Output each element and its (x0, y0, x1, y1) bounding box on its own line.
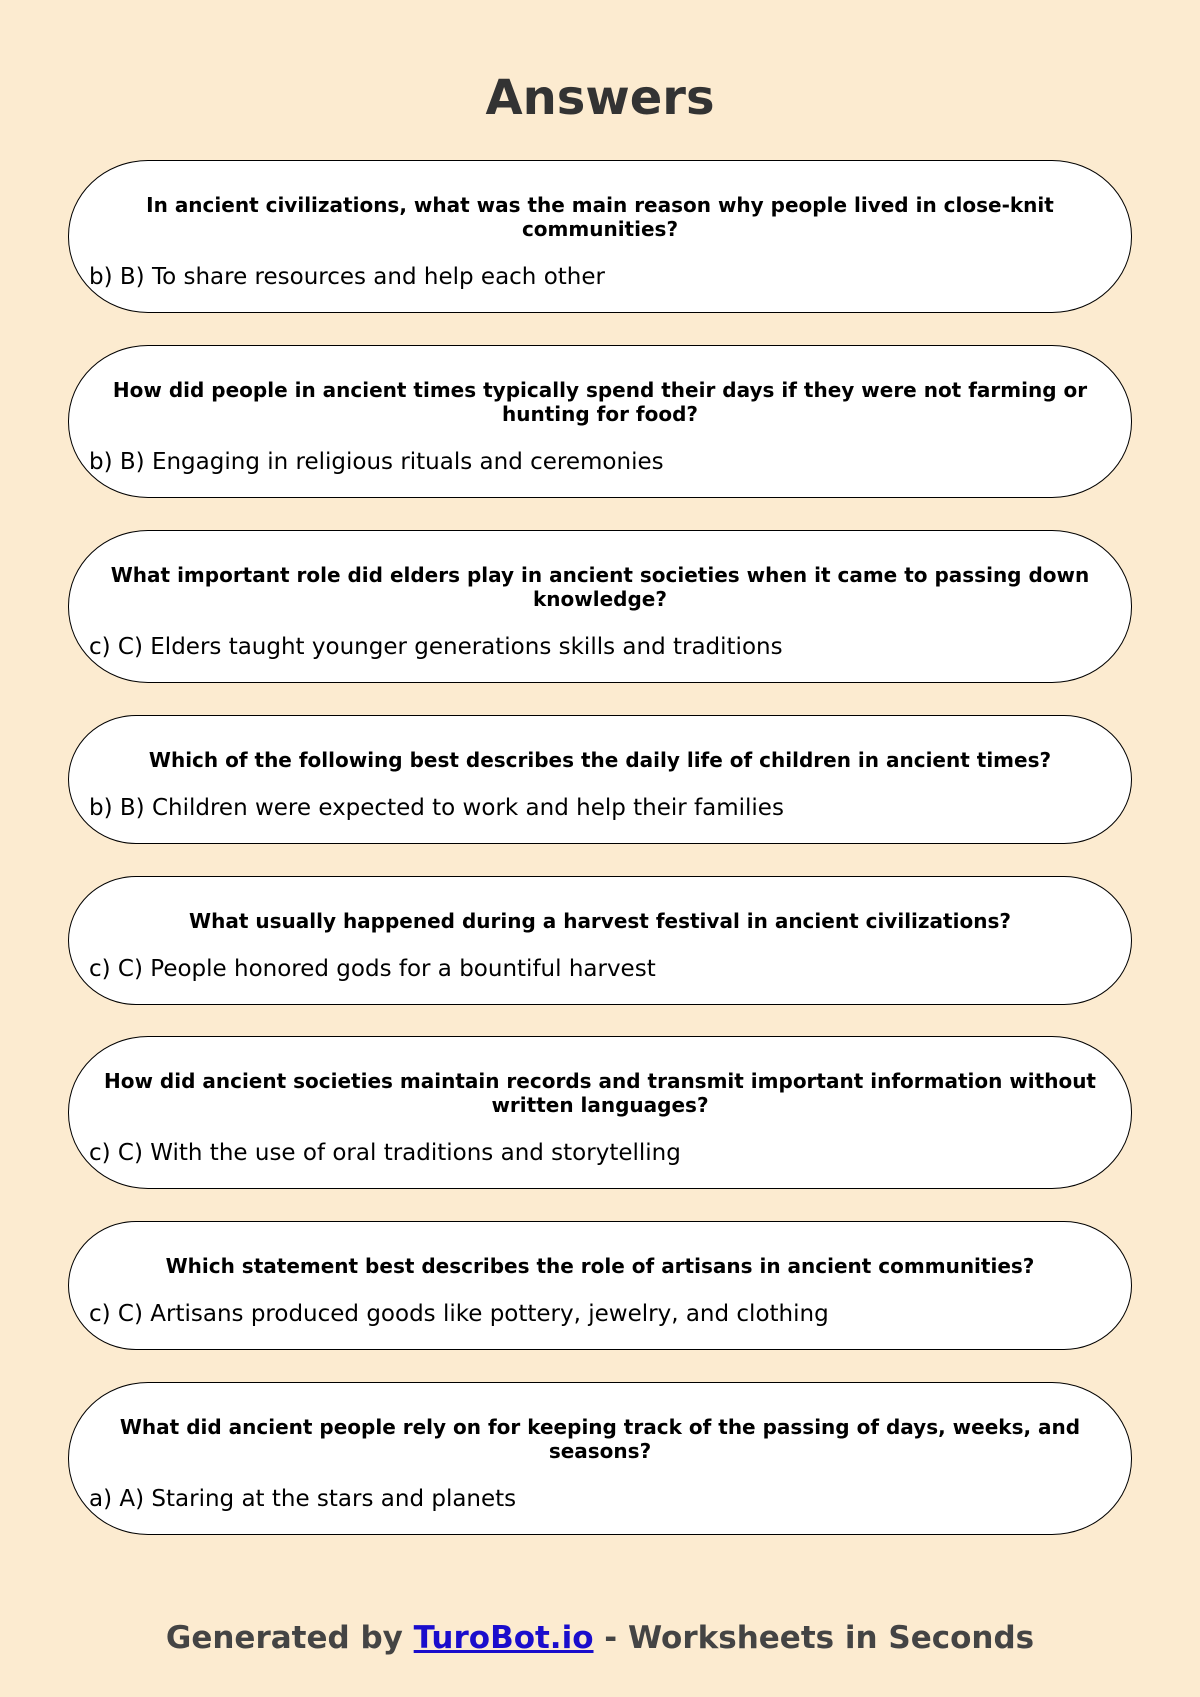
answer-text: b) B) Children were expected to work and help their families (89, 795, 784, 821)
footer (0, 1618, 1200, 1658)
answer-card (68, 345, 1132, 498)
question-text: What important role did elders play in ancient societies when it came to passing down knowledge? (110, 563, 1090, 611)
answer-card (68, 1221, 1132, 1350)
answer-card (68, 160, 1132, 313)
footer-suffix: - Worksheets in Seconds (593, 1620, 1035, 1656)
question-text: How did people in ancient times typically spend their days if they were not farming or hunting for food? (112, 378, 1088, 426)
answer-text: a) A) Staring at the stars and planets (89, 1486, 517, 1512)
answer-text: c) C) Artisans produced goods like pottery, jewelry, and clothing (89, 1301, 829, 1327)
answer-text: c) C) Elders taught younger generations skills and traditions (89, 634, 783, 660)
answer-card (68, 530, 1132, 683)
answer-text: c) C) With the use of oral traditions and storytelling (89, 1140, 681, 1166)
question-text: Which of the following best describes the daily life of children in ancient times? (148, 748, 1052, 772)
answer-card (68, 1382, 1132, 1535)
question-text: What did ancient people rely on for keeping track of the passing of days, weeks, and seasons? (119, 1415, 1081, 1463)
answer-text: b) B) Engaging in religious rituals and ceremonies (89, 449, 664, 475)
question-text: What usually happened during a harvest festival in ancient civilizations? (189, 909, 1011, 933)
answer-text: c) C) People honored gods for a bountiful harvest (89, 956, 656, 982)
footer-prefix: Generated by (165, 1620, 414, 1656)
question-text: How did ancient societies maintain records and transmit important information without written languages? (103, 1069, 1096, 1117)
answer-text: b) B) To share resources and help each other (89, 264, 605, 290)
answer-card (68, 715, 1132, 844)
answer-card (68, 1036, 1132, 1189)
answer-card (68, 876, 1132, 1005)
question-text: Which statement best describes the role of artisans in ancient communities? (165, 1254, 1035, 1278)
question-text: In ancient civilizations, what was the main reason why people lived in close-knit communities? (146, 193, 1054, 241)
turobot-link[interactable]: TuroBot.io (413, 1620, 594, 1656)
page-title: Answers (485, 70, 715, 126)
